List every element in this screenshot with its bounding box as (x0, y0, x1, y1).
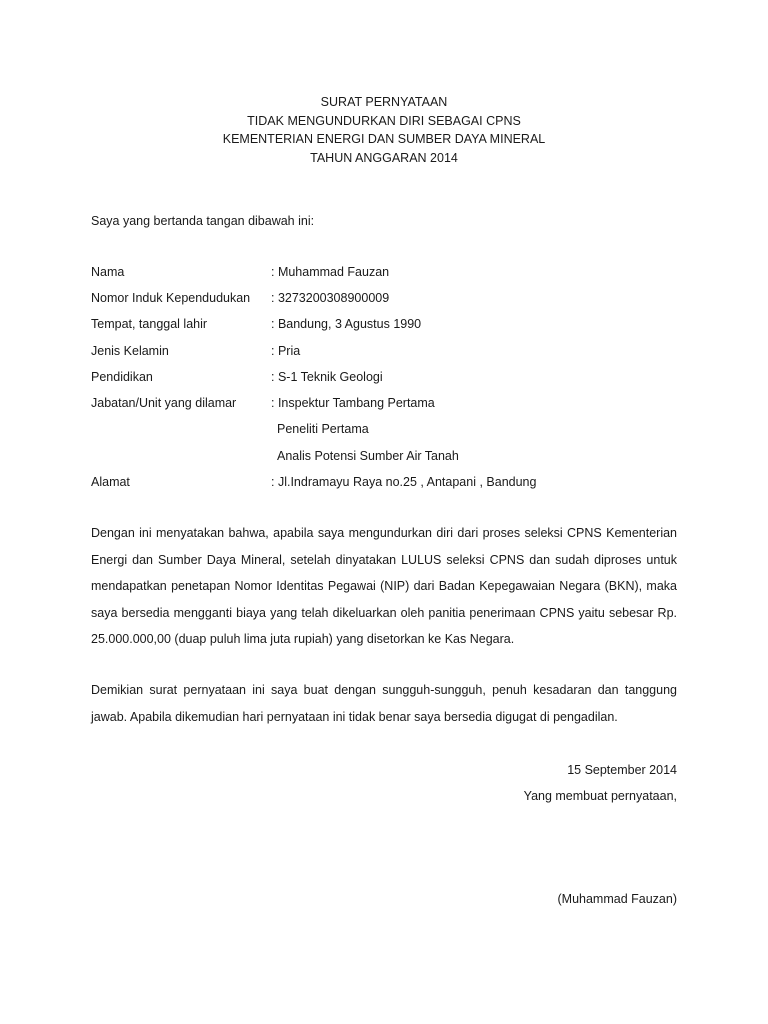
field-label: Nomor Induk Kependudukan (91, 291, 251, 305)
field-label: Jabatan/Unit yang dilamar (91, 396, 237, 410)
field-label: Pendidikan (91, 370, 153, 384)
maker-label: Yang membuat pernyataan, (523, 789, 677, 803)
signer-name: (Muhammad Fauzan) (557, 892, 677, 906)
document-title (0, 93, 768, 167)
letter-date: 15 September 2014 (567, 763, 677, 777)
statement-paragraph: Dengan ini menyatakan bahwa, apabila saya mengundurkan diri dari proses seleksi CPNS Kementerian Energi dan Sumber Daya Mineral, setelah dinyatakan LULUS seleksi CPNS dan sudah diproses untuk mendapatkan penetapan Nomor Identitas Pegawai (NIP) dari Badan Kepegawaian Negara (BKN), maka saya bersedia mengganti biaya yang telah dikeluarkan oleh panitia penerimaan CPNS yaitu sebesar Rp. 25.000.000,00 (duap puluh lima juta rupiah) yang disetorkan ke Kas Negara. (91, 526, 677, 646)
field-value: : Jl.Indramayu Raya no.25 , Antapani , Bandung (271, 475, 537, 489)
field-label: Jenis Kelamin (91, 344, 169, 358)
field-label: Tempat, tanggal lahir (91, 317, 208, 331)
field-value: : 3273200308900009 (271, 291, 390, 305)
title-line-1: SURAT PERNYATAAN (320, 95, 448, 109)
field-label: Nama (91, 265, 125, 279)
field-value: : Bandung, 3 Agustus 1990 (271, 317, 422, 331)
field-value: Peneliti Pertama (277, 422, 369, 436)
title-line-2: TIDAK MENGUNDURKAN DIRI SEBAGAI CPNS (247, 113, 521, 128)
field-value: : Inspektur Tambang Pertama (271, 396, 435, 410)
field-value: : Muhammad Fauzan (271, 265, 390, 279)
field-label: Alamat (91, 475, 130, 489)
field-value: Analis Potensi Sumber Air Tanah (277, 449, 459, 463)
field-value: : S-1 Teknik Geologi (271, 370, 383, 384)
title-line-3: KEMENTERIAN ENERGI DAN SUMBER DAYA MINERAL (222, 132, 546, 146)
intro-text: Saya yang bertanda tangan dibawah ini: (91, 214, 315, 228)
closing-paragraph: Demikian surat pernyataan ini saya buat dengan sungguh-sungguh, penuh kesadaran dan tanggung jawab. Apabila dikemudian hari pernyataan ini tidak benar saya bersedia digugat di pengadilan. (91, 683, 677, 724)
field-value: : Pria (271, 344, 301, 358)
title-line-4: TAHUN ANGGARAN 2014 (310, 150, 458, 165)
